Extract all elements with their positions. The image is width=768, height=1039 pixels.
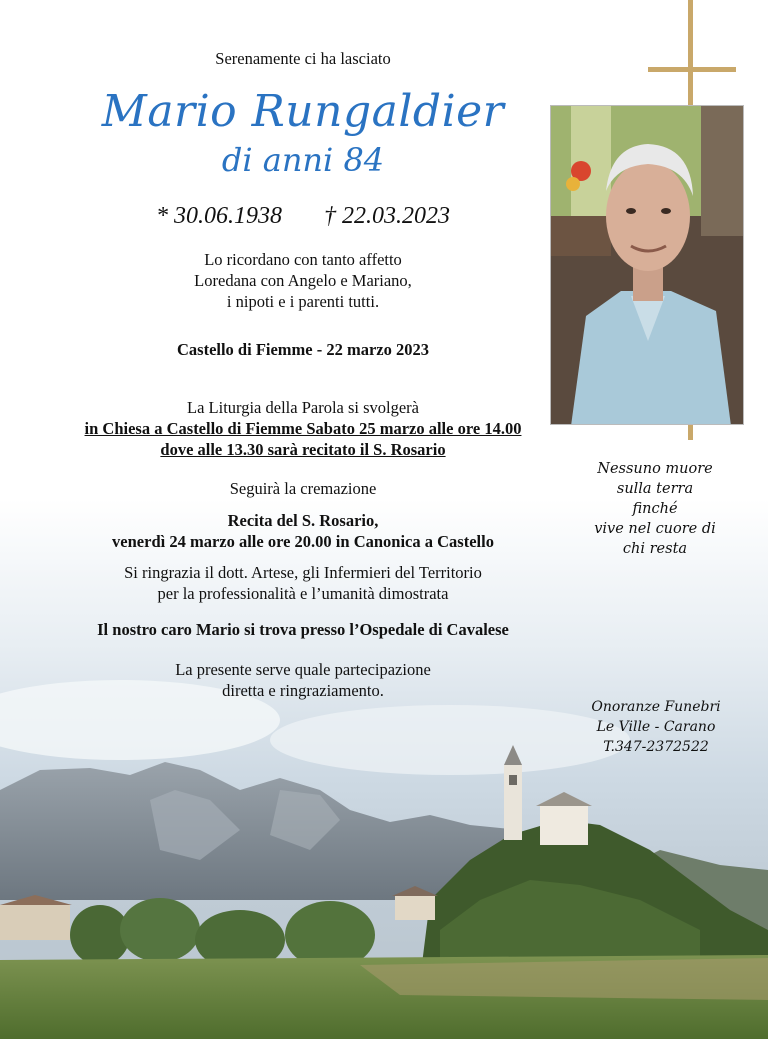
life-dates xyxy=(0,201,606,231)
agency-name: Onoranze Funebri xyxy=(591,699,721,715)
portrait-photo xyxy=(550,105,744,425)
thanks-line: Si ringrazia il dott. Artese, gli Infermieri del Territorio xyxy=(124,563,482,582)
rosary-line: venerdì 24 marzo alle ore 20.00 in Canonica a Castello xyxy=(112,532,494,551)
deceased-name: Mario Rungaldier xyxy=(101,86,505,137)
quote-block xyxy=(560,459,750,559)
agency-location: Le Ville - Carano xyxy=(596,719,716,735)
quote-line: sulla terra xyxy=(616,481,694,497)
rosary-block xyxy=(0,510,606,552)
cremation-text: Seguirà la cremazione xyxy=(229,479,377,498)
quote-line: vive nel cuore di xyxy=(594,521,716,537)
remembrance-block xyxy=(0,249,606,312)
birth-date: * 30.06.1938 xyxy=(156,203,282,229)
quote-line: Nessuno muore xyxy=(597,461,713,477)
liturgy-line-underlined: dove alle 13.30 sarà recitato il S. Rosario xyxy=(160,440,446,459)
remembrance-line: Loredana con Angelo e Mariano, xyxy=(194,271,412,290)
hospital-text: Il nostro caro Mario si trova presso l’Ospedale di Cavalese xyxy=(97,620,509,639)
agency-phone: T.347-2372522 xyxy=(603,739,709,755)
liturgy-block xyxy=(0,397,606,460)
thanks-block xyxy=(0,562,606,604)
intro-text: Serenamente ci ha lasciato xyxy=(215,49,391,68)
rosary-line: Recita del S. Rosario, xyxy=(227,511,379,530)
quote-line: chi resta xyxy=(622,541,688,557)
liturgy-line-underlined: in Chiesa a Castello di Fiemme Sabato 25 marzo alle ore 14.00 xyxy=(84,419,522,438)
funeral-agency xyxy=(556,697,756,757)
thanks-line: per la professionalità e l’umanità dimostrata xyxy=(157,584,449,603)
notice-line: diretta e ringraziamento. xyxy=(222,681,384,700)
death-date: † 22.03.2023 xyxy=(324,203,450,229)
liturgy-line: La Liturgia della Parola si svolgerà xyxy=(187,398,419,417)
deceased-age: di anni 84 xyxy=(221,141,385,179)
quote-line: finché xyxy=(632,501,678,517)
place-date: Castello di Fiemme - 22 marzo 2023 xyxy=(176,340,430,359)
notice-line: La presente serve quale partecipazione xyxy=(175,660,431,679)
notice-block xyxy=(0,659,606,701)
remembrance-line: i nipoti e i parenti tutti. xyxy=(226,292,380,311)
remembrance-line: Lo ricordano con tanto affetto xyxy=(204,250,402,269)
